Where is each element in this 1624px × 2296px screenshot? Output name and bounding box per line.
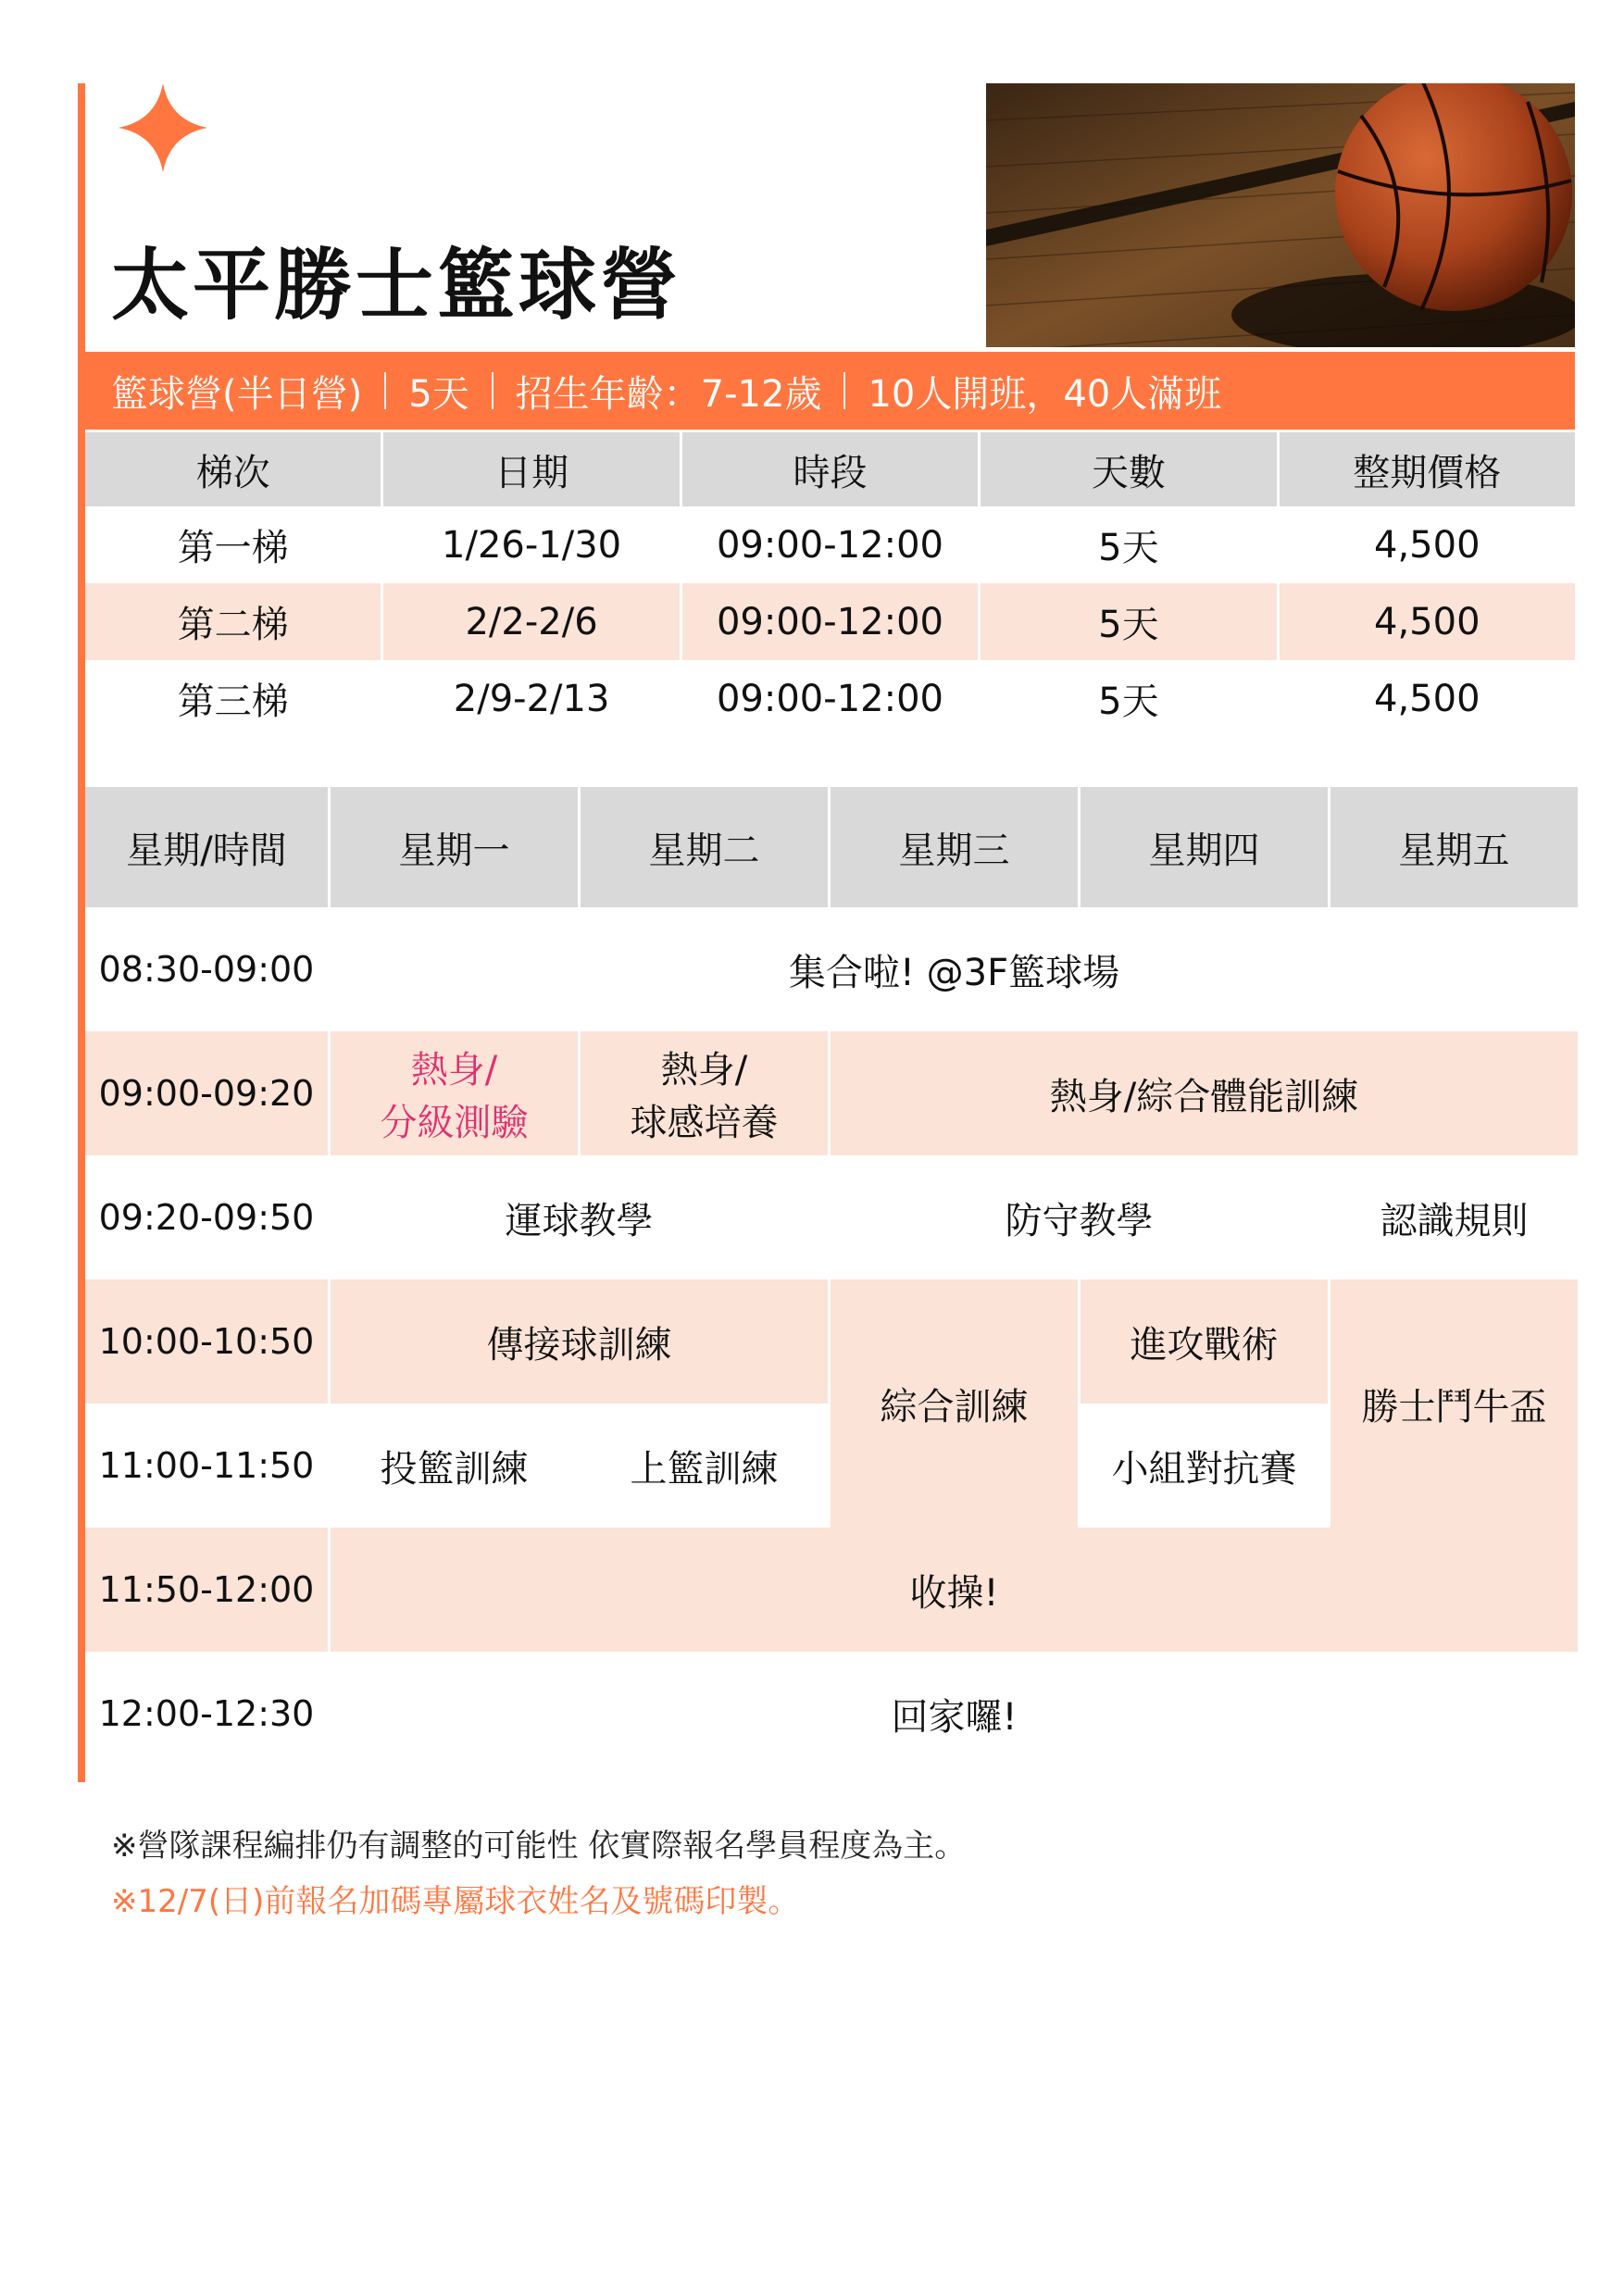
schedule-header-row bbox=[85, 787, 1578, 907]
activity-cell: 投籃訓練 bbox=[380, 1447, 529, 1491]
activity-cell: 進攻戰術 bbox=[1081, 1279, 1328, 1404]
schedule-row bbox=[85, 1652, 1578, 1776]
batch-cell: 5天 bbox=[1098, 680, 1159, 723]
activity-line: 分級測驗 bbox=[380, 1102, 529, 1144]
activity-cell: 運球教學 bbox=[505, 1199, 654, 1242]
batch-col-header: 整期價格 bbox=[1280, 432, 1575, 506]
activity-cell: 勝士鬥牛盃 bbox=[1330, 1279, 1578, 1528]
schedule-row bbox=[85, 1155, 1578, 1279]
activity-cell: 上籃訓練 bbox=[630, 1447, 779, 1491]
activity-line: 熱身/ bbox=[660, 1049, 748, 1092]
activity-line: 熱身/ bbox=[410, 1049, 498, 1092]
camp-age: 招生年齡：7-12歲 bbox=[515, 372, 822, 416]
batch-cell: 4,500 bbox=[1374, 677, 1480, 720]
activity-cell: 集合啦! @3F籃球場 bbox=[788, 951, 1120, 994]
batch-cell: 09:00-12:00 bbox=[682, 583, 978, 660]
batch-col-header: 時段 bbox=[682, 432, 978, 506]
schedule-col-header: 星期四 bbox=[1081, 787, 1328, 907]
activity-cell: 防守教學 bbox=[1005, 1199, 1154, 1242]
batch-cell: 第二梯 bbox=[85, 583, 381, 660]
page-title: 太平勝士籃球營 bbox=[111, 240, 682, 331]
batch-col-header: 梯次 bbox=[85, 432, 381, 506]
batch-row bbox=[85, 506, 1575, 583]
camp-days: 5天 bbox=[408, 372, 469, 416]
batch-cell: 09:00-12:00 bbox=[716, 677, 943, 720]
batch-row bbox=[85, 660, 1575, 737]
activity-cell: 認識規則 bbox=[1380, 1199, 1529, 1242]
batch-table bbox=[82, 432, 1578, 737]
time-slot: 09:00-09:20 bbox=[85, 1031, 328, 1155]
camp-info-bar bbox=[85, 352, 1575, 430]
note-early-registration: ※12/7(日)前報名加碼專屬球衣姓名及號碼印製。 bbox=[111, 1883, 800, 1920]
batch-header-row bbox=[85, 432, 1575, 506]
activity-cell-tuesday bbox=[581, 1031, 828, 1155]
batch-row bbox=[85, 583, 1575, 660]
schedule-col-header: 星期三 bbox=[831, 787, 1078, 907]
batch-cell: 2/9-2/13 bbox=[453, 677, 610, 720]
activity-cell: 傳接球訓練 bbox=[331, 1279, 828, 1404]
divider bbox=[843, 372, 845, 409]
schedule-col-header: 星期五 bbox=[1330, 787, 1578, 907]
schedule-col-header: 星期一 bbox=[331, 787, 578, 907]
sparkle-diamond-icon bbox=[119, 83, 207, 172]
batch-cell: 4,500 bbox=[1374, 523, 1480, 567]
schedule-table bbox=[82, 787, 1580, 1776]
batch-cell: 2/2-2/6 bbox=[383, 583, 679, 660]
schedule-row bbox=[85, 1279, 1578, 1404]
time-slot: 12:00-12:30 bbox=[98, 1693, 315, 1734]
time-slot: 11:00-11:50 bbox=[98, 1445, 315, 1486]
camp-capacity: 10人開班，40人滿班 bbox=[868, 372, 1222, 416]
schedule-col-header: 星期/時間 bbox=[85, 787, 328, 907]
schedule-row bbox=[85, 1528, 1578, 1652]
batch-cell: 第三梯 bbox=[177, 680, 289, 723]
camp-type: 籃球營(半日營) bbox=[111, 372, 363, 416]
schedule-row bbox=[85, 1031, 1578, 1155]
batch-col-header: 天數 bbox=[981, 432, 1276, 506]
batch-cell: 4,500 bbox=[1280, 583, 1575, 660]
divider bbox=[492, 372, 493, 409]
basketball-photo bbox=[986, 83, 1575, 347]
batch-cell: 1/26-1/30 bbox=[442, 523, 622, 567]
time-slot: 10:00-10:50 bbox=[85, 1279, 328, 1404]
batch-cell: 第一梯 bbox=[177, 527, 289, 569]
time-slot: 08:30-09:00 bbox=[98, 949, 315, 990]
activity-cell-monday bbox=[331, 1031, 578, 1155]
time-slot: 11:50-12:00 bbox=[85, 1528, 328, 1652]
schedule-row bbox=[85, 907, 1578, 1031]
batch-col-header: 日期 bbox=[383, 432, 679, 506]
schedule-col-header: 星期二 bbox=[581, 787, 828, 907]
batch-cell: 5天 bbox=[1098, 527, 1159, 569]
time-slot: 09:20-09:50 bbox=[98, 1197, 315, 1238]
note-schedule-adjustment: ※營隊課程編排仍有調整的可能性 依實際報名學員程度為主。 bbox=[111, 1828, 967, 1865]
activity-cell: 綜合訓練 bbox=[831, 1279, 1078, 1528]
activity-line: 球感培養 bbox=[630, 1102, 779, 1144]
batch-cell: 09:00-12:00 bbox=[716, 523, 943, 567]
batch-cell: 5天 bbox=[981, 583, 1276, 660]
activity-cell: 小組對抗賽 bbox=[1111, 1447, 1297, 1491]
divider bbox=[384, 372, 386, 409]
activity-cell: 回家囉! bbox=[891, 1695, 1018, 1739]
activity-cell: 熱身/綜合體能訓練 bbox=[831, 1031, 1578, 1155]
activity-cell: 收操! bbox=[331, 1528, 1578, 1652]
